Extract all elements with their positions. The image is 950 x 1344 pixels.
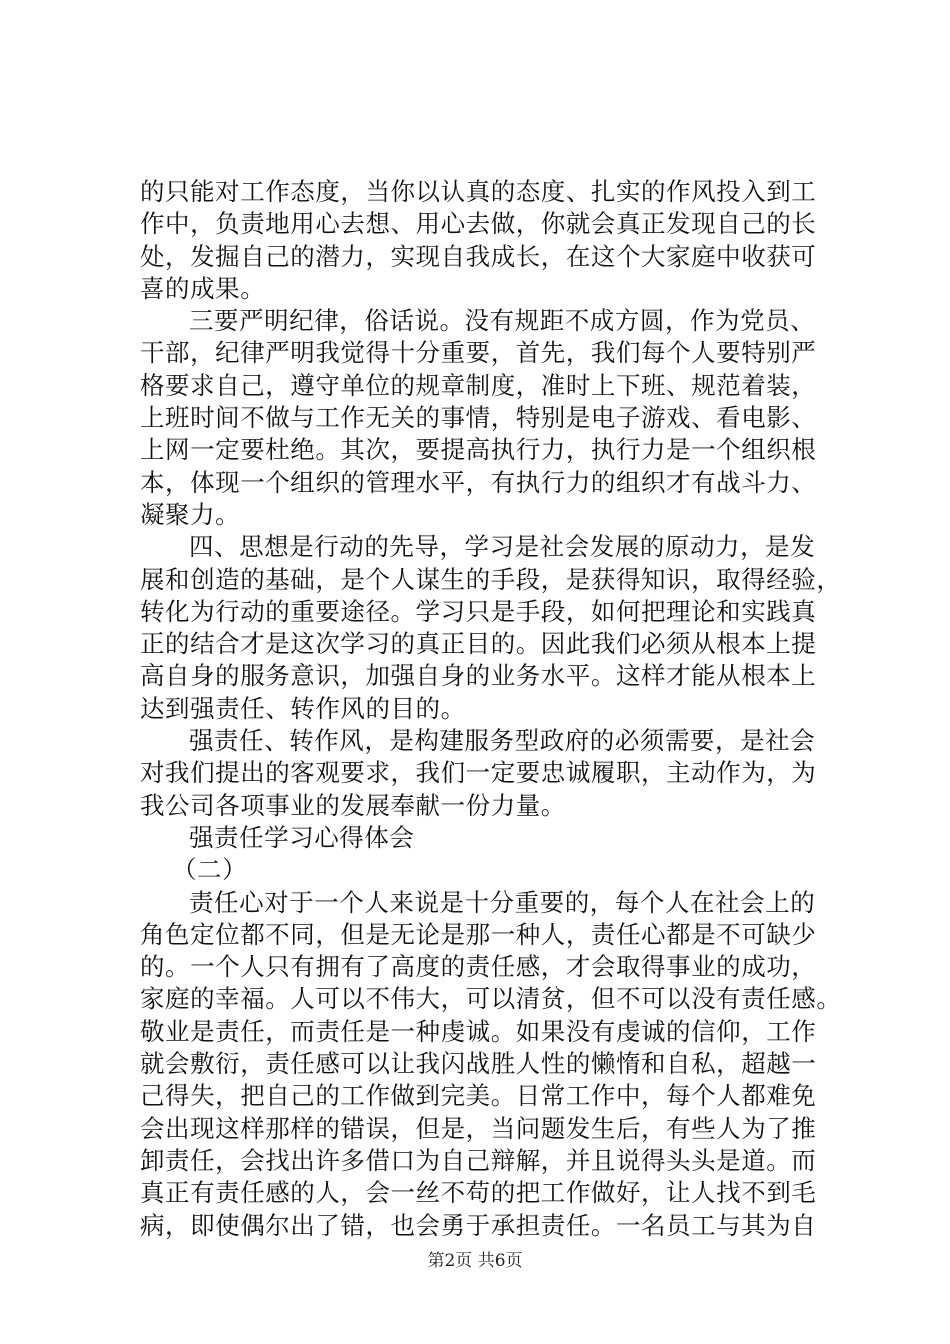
text-line: 病，即使偶尔出了错，也会勇于承担责任。一名员工与其为自 — [140, 1210, 817, 1240]
text-line: 凝聚力。 — [140, 499, 241, 529]
text-line: 高自身的服务意识，加强自身的业务水平。这样才能从根本上 — [140, 661, 817, 691]
text-line: 责任心对于一个人来说是十分重要的，每个人在社会上的 — [189, 887, 816, 917]
text-line: 对我们提出的客观要求，我们一定要忠诚履职，主动作为，为 — [140, 758, 817, 788]
text-line: 的只能对工作态度，当你以认真的态度、扎实的作风投入到工 — [140, 177, 817, 206]
section-heading: 强责任学习心得体会 — [189, 822, 415, 852]
text-line: 己得失，把自己的工作做到完美。日常工作中，每个人都难免 — [140, 1081, 817, 1111]
page-footer: 第2页 共6页 — [427, 1251, 523, 1271]
text-line: 干部，纪律严明我觉得十分重要，首先，我们每个人要特别严 — [140, 338, 817, 368]
text-line: 处，发掘自己的潜力，实现自我成长，在这个大家庭中收获可 — [140, 241, 817, 271]
text-line: 会出现这样那样的错误，但是，当问题发生后，有些人为了推 — [140, 1113, 817, 1143]
text-line: 本，体现一个组织的管理水平，有执行力的组织才有战斗力、 — [140, 467, 817, 497]
text-line: 的。一个人只有拥有了高度的责任感，才会取得事业的成功， — [140, 952, 817, 982]
text-line: 达到强责任、转作风的目的。 — [140, 693, 466, 723]
text-line: 上班时间不做与工作无关的事情，特别是电子游戏、看电影、 — [140, 403, 817, 433]
text-line: 卸责任，会找出许多借口为自己辩解，并且说得头头是道。而 — [140, 1145, 817, 1175]
text-line: 我公司各项事业的发展奉献一份力量。 — [140, 790, 566, 820]
text-line: 家庭的幸福。人可以不伟大，可以清贫，但不可以没有责任感。 — [140, 984, 842, 1014]
text-line: 格要求自己，遵守单位的规章制度，准时上下班、规范着装， — [140, 370, 817, 400]
document-body — [140, 176, 842, 1242]
text-line: 角色定位都不同，但是无论是那一种人，责任心都是不可缺少 — [140, 919, 817, 949]
text-line: 敬业是责任，而责任是一种虔诚。如果没有虔诚的信仰，工作 — [140, 1016, 817, 1046]
text-line: 就会敷衍，责任感可以让我闪战胜人性的懒惰和自私，超越一 — [140, 1049, 817, 1079]
text-line: 强责任、转作风，是构建服务型政府的必须需要，是社会 — [189, 726, 816, 756]
text-line: 正的结合才是这次学习的真正目的。因此我们必须从根本上提 — [140, 629, 817, 659]
text-line: 作中，负责地用心去想、用心去做，你就会真正发现自己的长 — [140, 209, 817, 239]
text-line: 上网一定要杜绝。其次，要提高执行力，执行力是一个组织根 — [140, 435, 817, 465]
text-line: 转化为行动的重要途径。学习只是手段，如何把理论和实践真 — [140, 596, 817, 626]
text-line: 展和创造的基础，是个人谋生的手段，是获得知识，取得经验， — [140, 564, 842, 594]
text-line: 三要严明纪律，俗话说。没有规距不成方圆，作为党员、 — [189, 306, 816, 336]
text-line: 喜的成果。 — [140, 273, 266, 303]
section-subheading: （二） — [172, 855, 248, 885]
text-line: 四、思想是行动的先导，学习是社会发展的原动力，是发 — [189, 532, 816, 562]
text-line: 真正有责任感的人，会一丝不苟的把工作做好，让人找不到毛 — [140, 1178, 817, 1208]
